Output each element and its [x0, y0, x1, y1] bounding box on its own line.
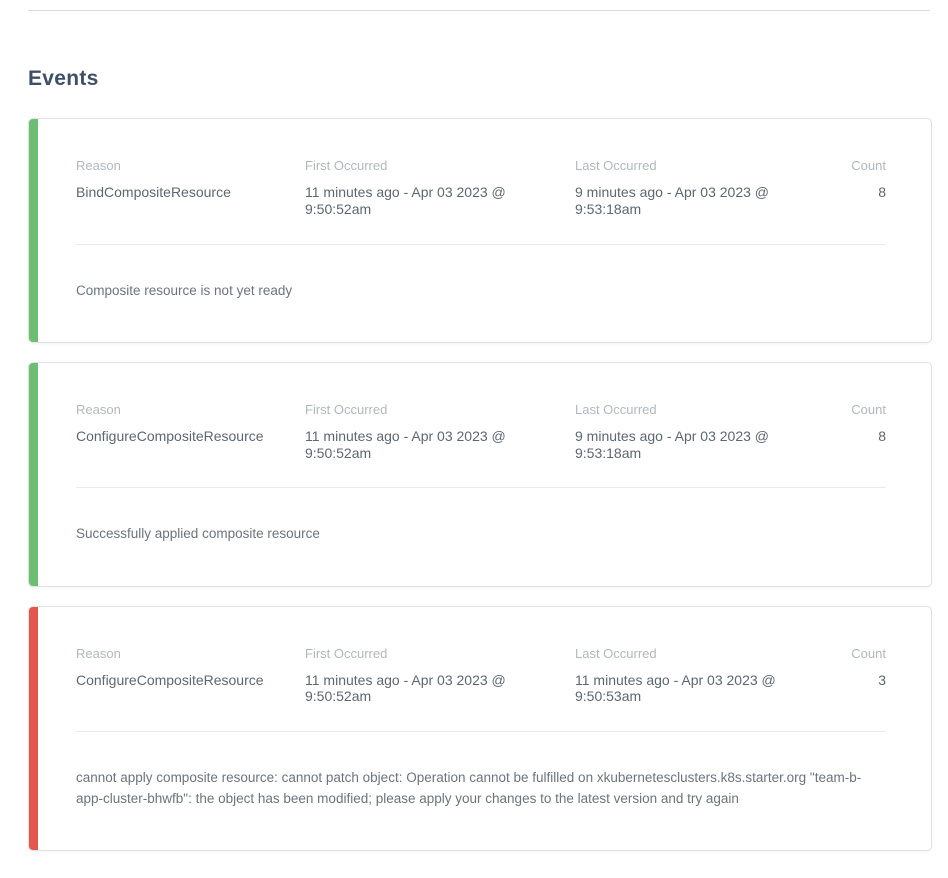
card-divider: [76, 731, 886, 732]
event-first-occurred: 11 minutes ago - Apr 03 2023 @ 9:50:52am: [305, 427, 506, 461]
card-value-row: [76, 428, 886, 462]
card-value-row: [76, 672, 886, 706]
event-count: 8: [878, 184, 886, 200]
column-header-first-occurred: First Occurred: [305, 158, 388, 173]
event-reason: ConfigureCompositeResource: [76, 671, 264, 688]
status-stripe: [29, 363, 38, 586]
column-header-count: Count: [851, 158, 886, 173]
events-list: [28, 118, 932, 851]
event-message: Composite resource is not yet ready: [76, 282, 293, 298]
page-title: Events: [28, 67, 99, 90]
event-last-occurred: 9 minutes ago - Apr 03 2023 @ 9:53:18am: [575, 184, 769, 217]
column-header-last-occurred: Last Occurred: [575, 401, 657, 417]
event-first-occurred: 11 minutes ago - Apr 03 2023 @ 9:50:52am: [305, 671, 506, 705]
event-last-occurred: 11 minutes ago - Apr 03 2023 @ 9:50:53am: [575, 671, 776, 705]
event-first-occurred: 11 minutes ago - Apr 03 2023 @ 9:50:52am: [305, 184, 506, 217]
card-header-row: [76, 646, 886, 661]
column-header-last-occurred: Last Occurred: [575, 158, 657, 173]
event-last-occurred: 9 minutes ago - Apr 03 2023 @ 9:53:18am: [575, 427, 769, 461]
status-stripe: [29, 607, 38, 850]
column-header-first-occurred: First Occurred: [305, 401, 388, 417]
column-header-reason: Reason: [76, 645, 121, 661]
card-header-row: [76, 402, 886, 417]
event-message: Successfully applied composite resource: [76, 526, 320, 542]
card-value-row: [76, 184, 886, 218]
card-divider: [76, 244, 886, 245]
column-header-reason: Reason: [76, 158, 121, 173]
column-header-reason: Reason: [76, 401, 121, 417]
card-divider: [76, 487, 886, 488]
event-reason: BindCompositeResource: [76, 184, 231, 200]
event-count: 8: [878, 427, 886, 444]
event-count: 3: [878, 671, 886, 688]
event-card: [28, 606, 932, 851]
card-header-row: [76, 158, 886, 173]
event-message: cannot apply composite resource: cannot patch object: Operation cannot be fulfilled on xkubernetesclusters.k8s.starter.org "team-b-app-cluster-bhwfb": the object has been modified; please apply your changes to the latest version and try again: [76, 770, 862, 806]
column-header-count: Count: [851, 645, 886, 661]
column-header-first-occurred: First Occurred: [305, 645, 388, 661]
column-header-last-occurred: Last Occurred: [575, 645, 657, 661]
status-stripe: [29, 119, 38, 342]
event-card: [28, 118, 932, 343]
column-header-count: Count: [851, 401, 886, 417]
top-divider: [28, 10, 930, 11]
event-reason: ConfigureCompositeResource: [76, 427, 264, 444]
event-card: [28, 362, 932, 587]
